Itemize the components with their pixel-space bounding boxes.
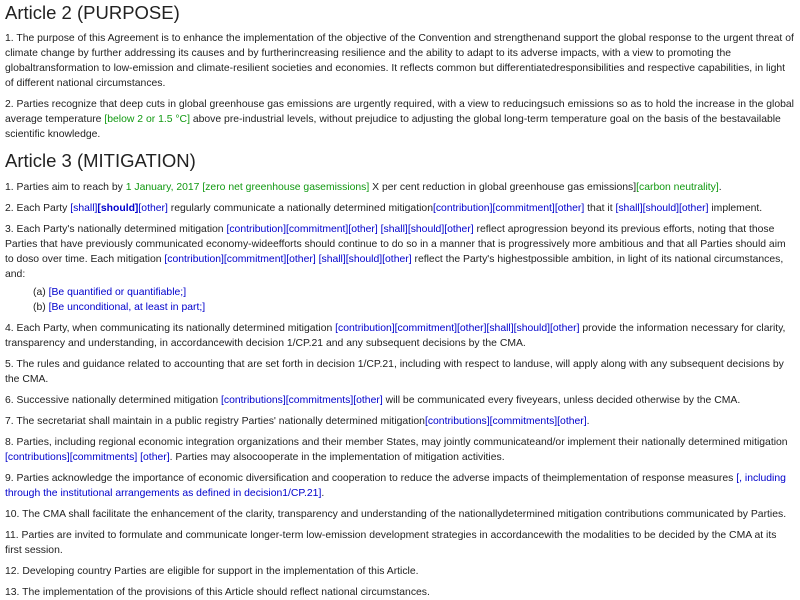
article-3-paragraph-12: 12. Developing country Parties are eligible for support in the implementation of this Article. <box>5 566 419 577</box>
article-2-paragraph-1: 1. The purpose of this Agreement is to enhance the implementation of the objective of the Convention and strengthenand support the global response to the urgent threat of climate change by further addressing its causes and by furtherincreasing resilience and the ability to adapt to its adverse impacts, with a view to promoting the globaltransformation to low-emission and climate-resilient societies and economies. It reflects common but differentiatedresponsibilities and respective capabilities, in light of different national circumstances. <box>5 33 794 89</box>
bracketed-option: [Be quantified or quantifiable;] <box>48 287 187 298</box>
bracketed-option: [contribution][commitment][other] <box>432 203 585 214</box>
bracketed-option: [shall][should][other] <box>615 203 709 214</box>
bracketed-option: [shall][should][other] <box>318 254 412 265</box>
sub-item-list <box>33 285 796 315</box>
sub-item-a <box>33 285 796 300</box>
article-3-paragraph-5: 5. The rules and guidance related to accounting that are set forth in decision 1/CP.21, including with respect to landuse, will apply along with any subsequent decisions by the CMA. <box>5 359 784 385</box>
bracketed-option: [other] <box>140 452 170 463</box>
article-3-paragraph-6 <box>5 393 796 408</box>
text: 4. Each Party, when communicating its nationally determined mitigation <box>5 323 336 334</box>
document <box>0 2 800 600</box>
sub-item-label: (b) <box>33 302 49 313</box>
article-2-heading: Article 2 (PURPOSE) <box>5 2 180 23</box>
text: 2. Parties recognize that deep cuts in global greenhouse gas emissions are urgently required, with a view to reducingsuch emissions so as to hold the increase in the global average temperature <box>5 99 794 125</box>
text: X per cent reduction in global greenhouse gas emissions] <box>369 182 637 193</box>
article-3-paragraph-13: 13. The implementation of the provisions of this Article should reflect national circumstances. <box>5 587 430 598</box>
text: 1. Parties aim to reach by <box>5 182 126 193</box>
article-3-paragraph-1 <box>5 180 796 195</box>
bracketed-option: [shall][should][other] <box>380 224 474 235</box>
sub-item-label: (a) <box>33 287 49 298</box>
bracketed-option: 1 January, 2017 <box>125 182 200 193</box>
bracketed-option: [Be unconditional, at least in part;] <box>48 302 206 313</box>
article-3-paragraph-3 <box>5 222 796 282</box>
text: reflect the Party's highestpossible ambition, in light of its national circumstances, and: <box>5 254 784 280</box>
article-3-paragraph-4 <box>5 321 796 351</box>
bracketed-option: [zero net greenhouse gasemissions] <box>202 182 370 193</box>
text: . Parties may alsocooperate in the implementation of mitigation activities. <box>169 452 505 463</box>
article-3-paragraph-8 <box>5 435 796 465</box>
article-3-paragraph-11: 11. Parties are invited to formulate and communicate longer-term low-emission development strategies in accordancewith the modalities to be decided by the CMA at its first session. <box>5 530 777 556</box>
text: . <box>321 488 325 499</box>
bracketed-option: [contribution][commitment][other][shall][should][other] <box>335 323 580 334</box>
text: . <box>718 182 722 193</box>
article-3-heading: Article 3 (MITIGATION) <box>5 150 196 171</box>
text: . <box>586 416 590 427</box>
bracketed-option: [below 2 or 1.5 °C] <box>104 114 190 125</box>
text: will be communicated every fiveyears, unless decided otherwise by the CMA. <box>382 395 741 406</box>
bracketed-option: [contribution][commitment][other] <box>226 224 378 235</box>
bracketed-option: [other] <box>138 203 168 214</box>
text: provide the information necessary for clarity, transparency and understanding, in accordancewith decision 1/CP.21 and any subsequent decisions by the CMA. <box>5 323 786 349</box>
bracketed-option: [contributions][commitments][other] <box>221 395 383 406</box>
bracketed-option: [shall] <box>70 203 98 214</box>
text: 6. Successive nationally determined mitigation <box>5 395 222 406</box>
article-2-paragraph-2 <box>5 97 796 142</box>
article-3-paragraph-10: 10. The CMA shall facilitate the enhancement of the clarity, transparency and understanding of the nationallydetermined mitigation contributions communicated by Parties. <box>5 509 787 520</box>
sub-item-b <box>33 300 796 315</box>
text: 2. Each Party <box>5 203 71 214</box>
text: 7. The secretariat shall maintain in a public registry Parties' nationally determined mitigation <box>5 416 425 427</box>
text: reflect aprogression beyond its previous efforts, noting that those Parties that have previously communicated economy-wideefforts should continue to do so in a manner that is progressively more ambitious and that all Parties should aim to doso over time. Each mitigation <box>5 224 786 265</box>
text: regularly communicate a nationally determined mitigation <box>167 203 433 214</box>
bracketed-option: [carbon neutrality] <box>636 182 719 193</box>
text: 3. Each Party's nationally determined mitigation <box>5 224 227 235</box>
text: that it <box>584 203 616 214</box>
bracketed-option: [, including through the institutional arrangements as defined in decision1/CP.21] <box>5 473 786 499</box>
article-3-paragraph-2 <box>5 201 796 216</box>
article-3-paragraph-9 <box>5 471 796 501</box>
text: 9. Parties acknowledge the importance of economic diversification and cooperation to reduce the adverse impacts of theimplementation of response measures <box>5 473 737 484</box>
bracketed-option-bold: [should] <box>97 203 139 214</box>
text: 8. Parties, including regional economic integration organizations and their member States, may jointly communicateand/or implement their nationally determined mitigation <box>5 437 788 448</box>
bracketed-option: [contributions][commitments][other] <box>424 416 587 427</box>
bracketed-option: [contributions][commitments] <box>5 452 138 463</box>
text: implement. <box>708 203 763 214</box>
article-3-paragraph-7 <box>5 414 796 429</box>
bracketed-option: [contribution][commitment][other] <box>164 254 316 265</box>
text: above pre-industrial levels, without prejudice to adjusting the global long-term temperature goal on the basis of the bestavailable scientific knowledge. <box>5 114 781 140</box>
